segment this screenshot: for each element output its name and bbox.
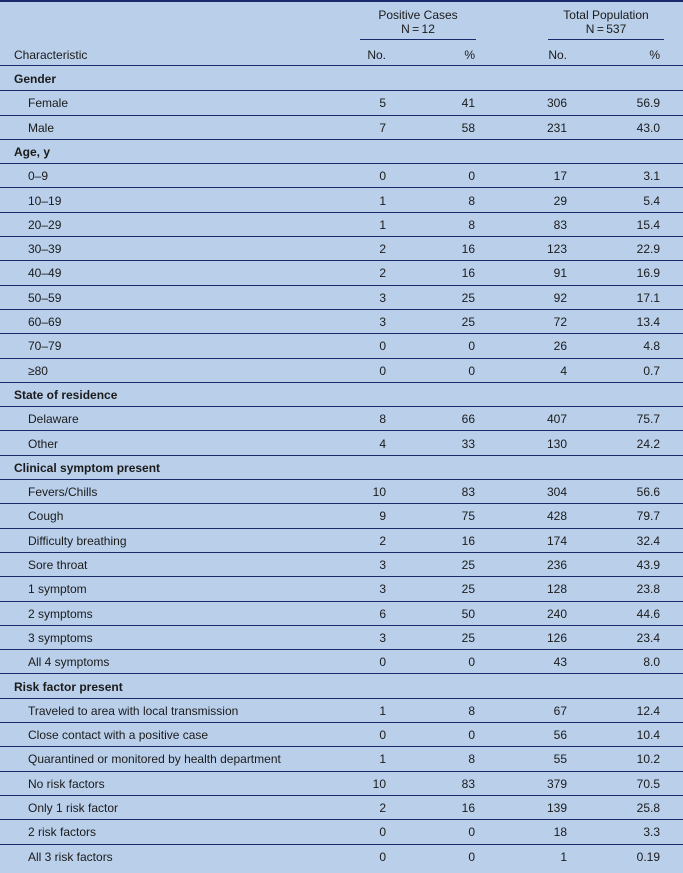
positive-percent: 0 (468, 169, 475, 184)
table-row (0, 553, 683, 577)
section-row (0, 67, 683, 91)
total-percent: 75.7 (636, 412, 660, 427)
group-underline (360, 39, 476, 40)
table-row (0, 480, 683, 504)
positive-count: 0 (379, 825, 386, 840)
section-label: State of residence (14, 387, 118, 402)
positive-count: 2 (379, 266, 386, 281)
positive-count: 4 (379, 436, 386, 451)
positive-cases-title: Positive Cases (378, 8, 458, 22)
total-count: 18 (553, 825, 567, 840)
positive-percent: 83 (461, 485, 475, 500)
total-count: 29 (553, 193, 567, 208)
total-percent: 17.1 (636, 290, 660, 305)
row-label: Female (28, 96, 69, 111)
positive-percent: 0 (468, 849, 475, 864)
positive-count: 2 (379, 533, 386, 548)
group-underline (548, 39, 664, 40)
total-percent: 25.8 (636, 801, 660, 815)
row-label: Quarantined or monitored by health department (28, 752, 281, 767)
positive-percent: 8 (468, 752, 475, 767)
positive-count: 2 (379, 801, 386, 815)
positive-percent: 83 (461, 776, 475, 791)
total-percent: 23.4 (636, 630, 660, 645)
positive-count: 3 (379, 630, 386, 645)
total-percent: 22.9 (636, 242, 660, 257)
positive-count: 0 (379, 339, 386, 354)
total-percent: 10.4 (636, 728, 660, 743)
table-row (0, 237, 683, 261)
total-percent: 5.4 (643, 193, 660, 208)
table-row (0, 529, 683, 553)
total-count: 72 (553, 315, 567, 329)
positive-percent: 58 (461, 120, 475, 135)
positive-count: 10 (372, 485, 386, 500)
positive-percent: 25 (461, 630, 475, 645)
table-row (0, 310, 683, 334)
total-percent: 32.4 (636, 533, 660, 548)
table-row (0, 650, 683, 674)
row-label: 1 symptom (28, 582, 87, 597)
total-count: 379 (546, 776, 567, 791)
table-row (0, 261, 683, 285)
total-count: 174 (546, 533, 567, 548)
positive-count: 0 (379, 169, 386, 184)
positive-count: 9 (379, 509, 386, 524)
section-row (0, 456, 683, 480)
total-count: 92 (553, 290, 567, 305)
total-percent: 15.4 (636, 217, 660, 232)
row-label: All 3 risk factors (28, 849, 113, 864)
total-count: 67 (553, 703, 567, 718)
positive-cases-n: N = 12 (401, 22, 435, 36)
table-row (0, 723, 683, 747)
positive-percent: 16 (461, 266, 475, 281)
total-percent: 79.7 (636, 509, 660, 524)
row-label: 2 symptoms (28, 606, 93, 621)
row-label: Delaware (28, 412, 79, 427)
total-percent: 43.0 (636, 120, 660, 135)
total-percent: 56.9 (636, 96, 660, 111)
positive-percent: 0 (468, 363, 475, 378)
row-label: Traveled to area with local transmission (28, 703, 239, 718)
positive-percent: 25 (461, 315, 475, 329)
table-row (0, 407, 683, 431)
total-count: 17 (553, 169, 567, 184)
positive-percent: 0 (468, 825, 475, 840)
total-percent: 10.2 (636, 752, 660, 767)
positive-count: 5 (379, 96, 386, 111)
total-count: 56 (553, 728, 567, 743)
table-row (0, 213, 683, 237)
total-percent: 43.9 (636, 558, 660, 572)
positive-count: 7 (379, 120, 386, 135)
section-row (0, 675, 683, 699)
total-count: 1 (560, 849, 567, 864)
positive-percent: 8 (468, 703, 475, 718)
total-count: 26 (553, 339, 567, 354)
total-count: 428 (546, 509, 567, 524)
row-label: Difficulty breathing (28, 533, 127, 548)
total-count: 236 (546, 558, 567, 572)
total-percent: 16.9 (636, 266, 660, 281)
row-label: ≥80 (28, 363, 48, 378)
total-percent: 3.1 (643, 169, 660, 184)
positive-count: 6 (379, 606, 386, 621)
total-percent: 24.2 (636, 436, 660, 451)
total-percent: 70.5 (636, 776, 660, 791)
total-count: 91 (553, 266, 567, 281)
positive-percent: 25 (461, 290, 475, 305)
row-label: Close contact with a positive case (28, 728, 209, 743)
total-count: 306 (546, 96, 567, 111)
total-percent: 13.4 (636, 315, 660, 329)
row-label: Cough (28, 509, 64, 524)
section-label: Gender (14, 72, 57, 86)
row-label: 40–49 (28, 266, 62, 281)
positive-count: 1 (379, 217, 386, 232)
row-label: 0–9 (28, 169, 49, 184)
total-percent: 12.4 (636, 703, 660, 718)
positive-percent: 50 (461, 606, 475, 621)
table-row (0, 189, 683, 213)
total-percent: 8.0 (643, 655, 660, 670)
row-label: 20–29 (28, 217, 62, 232)
positive-count: 1 (379, 193, 386, 208)
table-row (0, 334, 683, 358)
total-count: 240 (546, 606, 567, 621)
table-row (0, 699, 683, 723)
total-count: 231 (546, 120, 567, 135)
table-row (0, 577, 683, 601)
positive-percent: 8 (468, 193, 475, 208)
section-label: Age, y (14, 144, 51, 159)
positive-count: 0 (379, 849, 386, 864)
positive-percent: 16 (461, 242, 475, 257)
table-row (0, 845, 683, 869)
table-row (0, 116, 683, 140)
positive-percent: 25 (461, 558, 475, 572)
positive-count: 3 (379, 315, 386, 329)
positive-count: 10 (372, 776, 386, 791)
row-label: No risk factors (28, 776, 105, 791)
positive-percent: 0 (468, 339, 475, 354)
total-pct-header: % (649, 48, 660, 62)
characteristic-header: Characteristic (14, 48, 88, 62)
positive-percent: 33 (461, 436, 475, 451)
total-percent: 0.7 (643, 363, 660, 378)
table-row (0, 286, 683, 310)
table-row (0, 91, 683, 115)
positive-count: 8 (379, 412, 386, 427)
positive-count: 3 (379, 290, 386, 305)
positive-percent: 16 (461, 533, 475, 548)
positive-percent: 66 (461, 412, 475, 427)
total-count: 126 (546, 630, 567, 645)
total-count: 407 (546, 412, 567, 427)
table-row (0, 432, 683, 456)
total-population-title: Total Population (563, 8, 649, 22)
positive-no-header: No. (367, 48, 386, 62)
table-row (0, 164, 683, 188)
total-percent: 0.19 (636, 849, 660, 864)
total-no-header: No. (548, 48, 567, 62)
positive-count: 0 (379, 363, 386, 378)
section-label: Risk factor present (14, 679, 123, 694)
row-label: 60–69 (28, 315, 62, 329)
positive-percent: 41 (461, 96, 475, 111)
total-percent: 23.8 (636, 582, 660, 597)
positive-count: 1 (379, 752, 386, 767)
positive-percent: 16 (461, 801, 475, 815)
positive-count: 3 (379, 582, 386, 597)
row-label: 50–59 (28, 290, 62, 305)
row-label: All 4 symptoms (28, 655, 110, 670)
table-row (0, 772, 683, 796)
section-label: Clinical symptom present (14, 460, 161, 475)
row-label: 10–19 (28, 193, 62, 208)
row-label: Only 1 risk factor (28, 801, 119, 815)
table-row (0, 626, 683, 650)
positive-percent: 0 (468, 728, 475, 743)
positive-count: 1 (379, 703, 386, 718)
row-label: Fevers/Chills (28, 485, 98, 500)
positive-count: 2 (379, 242, 386, 257)
row-label: Male (28, 120, 55, 135)
total-percent: 4.8 (643, 339, 660, 354)
table-row (0, 796, 683, 820)
positive-percent: 8 (468, 217, 475, 232)
total-population-n: N = 537 (585, 22, 627, 36)
total-count: 139 (546, 801, 567, 815)
total-population-group-header (548, 8, 664, 36)
table-row (0, 602, 683, 626)
section-row (0, 140, 683, 164)
row-label: Sore throat (28, 558, 88, 572)
table-row (0, 359, 683, 383)
total-count: 55 (553, 752, 567, 767)
table-row (0, 820, 683, 844)
total-count: 123 (546, 242, 567, 257)
row-label: 3 symptoms (28, 630, 93, 645)
table-header (0, 0, 683, 66)
positive-count: 0 (379, 655, 386, 670)
total-count: 4 (560, 363, 567, 378)
positive-pct-header: % (464, 48, 475, 62)
positive-percent: 0 (468, 655, 475, 670)
row-label: Other (28, 436, 59, 451)
row-label: 30–39 (28, 242, 62, 257)
total-count: 43 (553, 655, 567, 670)
positive-count: 0 (379, 728, 386, 743)
total-count: 128 (546, 582, 567, 597)
positive-percent: 25 (461, 582, 475, 597)
row-label: 2 risk factors (28, 825, 97, 840)
total-percent: 3.3 (643, 825, 660, 840)
table-row (0, 747, 683, 771)
total-count: 83 (553, 217, 567, 232)
total-count: 130 (546, 436, 567, 451)
positive-cases-group-header (360, 8, 476, 36)
row-label: 70–79 (28, 339, 62, 354)
positive-percent: 75 (461, 509, 475, 524)
positive-count: 3 (379, 558, 386, 572)
table-row (0, 504, 683, 528)
total-percent: 44.6 (636, 606, 660, 621)
total-percent: 56.6 (636, 485, 660, 500)
section-row (0, 383, 683, 407)
total-count: 304 (546, 485, 567, 500)
